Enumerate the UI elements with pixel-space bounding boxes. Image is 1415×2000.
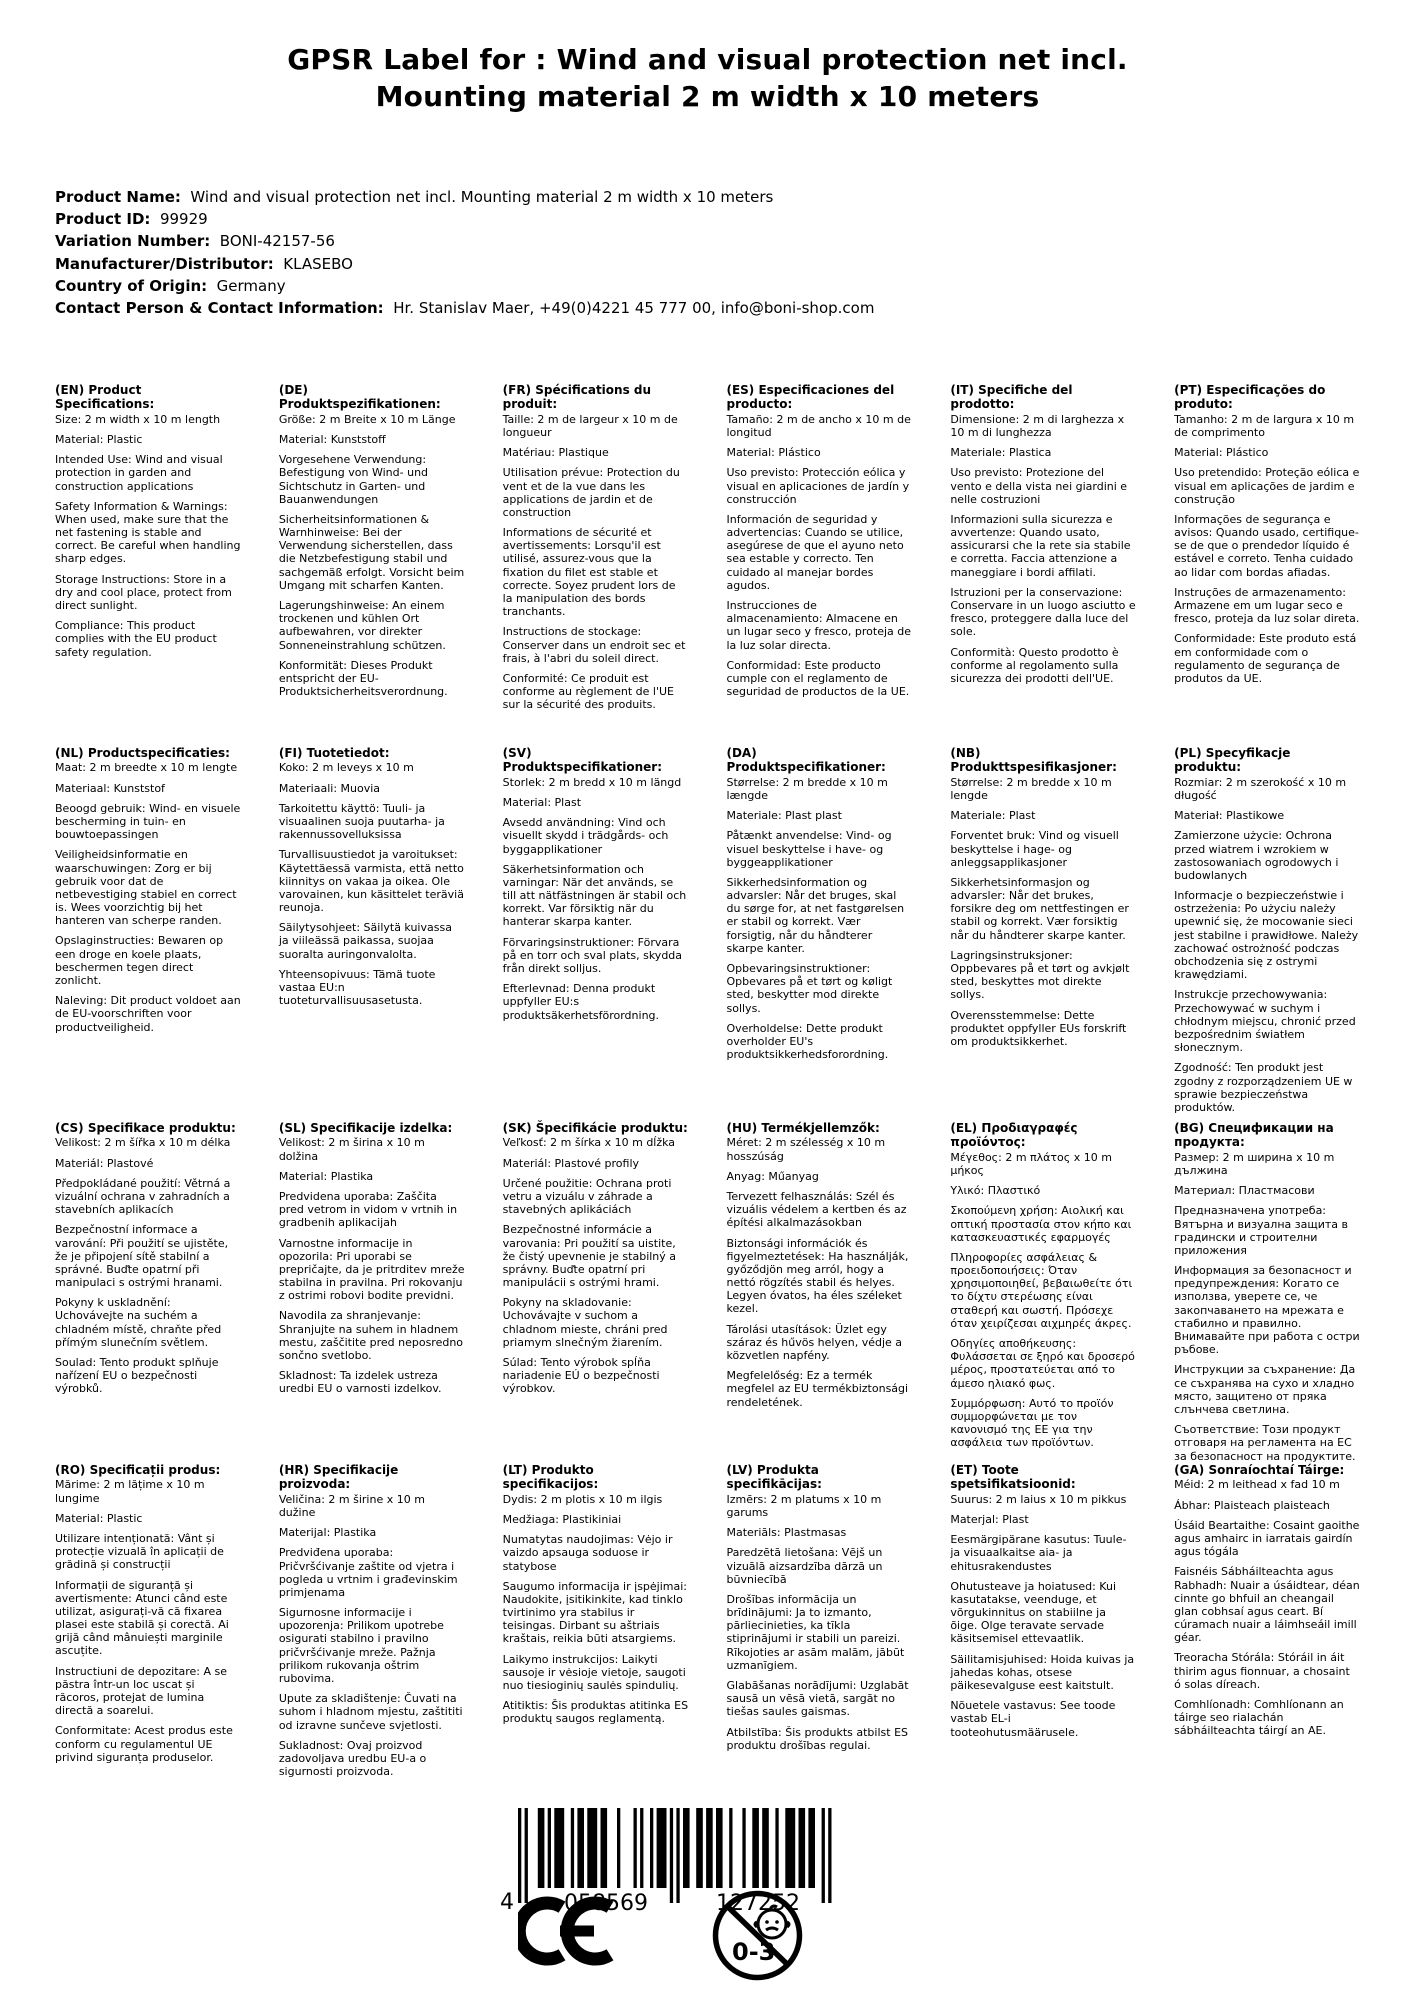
block-paragraph: Ohutusteave ja hoiatused: Kui kasutatakse, veenduge, et võrgukinnitus on stabiilne ja õige. Olge teravate servade käsitsemisel ettevaatlik. [950,1579,1116,1646]
language-block [503,1463,689,1785]
block-paragraph: Información de seguridad y advertencias: Cuando se utilice, asegúrese de que el ayuno neto sea estable y correcto. Ten cuidado al manejar bordes agudos. [726,512,904,592]
language-block [950,383,1136,746]
block-paragraph: Conformidad: Este producto cumple con el reglamento de seguridad de productos de la UE. [726,658,910,699]
block-paragraph: Overholdelse: Dette produkt overholder EU's produktsikkerhedsforordning. [726,1021,889,1062]
barcode-bar [683,1808,690,1888]
info-line [55,253,1055,275]
block-paragraph: Lagringsinstruksjoner: Oppbevares på et tørt og avkjølt sted, beskyttes mot direkte sollys. [950,948,1130,1002]
block-paragraph: Méid: 2 m leithead x fad 10 m [1174,1478,1340,1492]
product-info [55,186,1055,319]
info-label: Contact Person & Contact Information: [55,298,384,317]
block-paragraph: Koko: 2 m leveys x 10 m [278,761,414,775]
block-paragraph: Storlek: 2 m bredd x 10 m längd [502,775,682,789]
block-paragraph: Maat: 2 m breedte x 10 m lengte [55,761,238,775]
compliance-symbols [518,1888,858,1983]
block-paragraph: Sikkerhetsinformasjon og advarsler: Når det brukes, forsikre deg om nettfestingen er stabil og korrekt. Vær forsiktig når du håndterer skarpe kanter. [950,875,1129,942]
language-block [1174,383,1360,746]
block-paragraph: Veličina: 2 m širine x 10 m dužine [278,1492,425,1519]
barcode-bar [571,1808,574,1888]
block-paragraph: Предназначена употреба: Вятърна и визуална защита в градински и строителни приложения [1174,1204,1348,1257]
barcode-bar [548,1808,551,1888]
block-paragraph: Bezpečnostní informace a varování: Při použití se ujistěte, že je připojení sítě stabilní a správné. Buďte opatrní při manipulaci s ostrými hranami. [55,1223,229,1290]
block-paragraph: Størrelse: 2 m bredde x 10 m længde [726,775,888,802]
block-paragraph: Instruções de armazenamento: Armazene em um lugar seco e fresco, proteja da luz solar direta. [1174,585,1360,626]
block-paragraph: Säilitamisjuhised: Hoida kuivas ja jahedas kohas, otsese päikesevalguse eest kaitstult. [950,1652,1135,1693]
block-paragraph: Vorgesehene Verwendung: Befestigung von Wind- und Sichtschutz in Garten- und Bauanwendungen [278,453,429,506]
block-paragraph: Eesmärgipärane kasutus: Tuule- ja visuaalkaitse aia- ja ehitusrakendustes [950,1533,1127,1573]
block-heading: (FR) Spécifications du produit: [502,383,652,412]
block-paragraph: Tamanho: 2 m de largura x 10 m de comprimento [1174,412,1355,439]
language-block [279,1121,465,1463]
language-grid [55,383,1360,1785]
language-block [726,1121,912,1463]
info-line [55,186,1055,208]
barcode-bar [785,1808,795,1888]
block-heading: (HR) Specifikacije proizvoda: [278,1463,399,1492]
barcode-bar [617,1808,620,1888]
info-label: Country of Origin: [55,276,208,295]
block-paragraph: Izmērs: 2 m platums x 10 m garums [726,1492,882,1519]
block-paragraph: Varnostne informacije in opozorila: Pri uporabi se prepričajte, da je pritrditev mreže stabilna in pravilna. Pri rokovanju z ostrimi robovi bodite previdni. [278,1236,465,1303]
block-heading: (DA) Produktspecifikationer: [726,746,886,775]
block-paragraph: Conformità: Questo prodotto è conforme al regolamento sulla sicurezza dei prodotti dell'UE. [950,645,1119,685]
block-paragraph: Treoracha Stórála: Stóráil in áit thirim agus fionnuar, a chosaint ó solas díreach. [1174,1651,1350,1691]
block-paragraph: Veiligheidsinformatie en waarschuwingen: Zorg er bij gebruik voor dat de netbevestiging stabiel en correct is. Wees voorzichtig bij het hanteren van scherpe randen. [55,848,237,928]
block-paragraph: Taille: 2 m de largeur x 10 m de longueur [502,412,678,439]
language-block [55,746,241,1121]
language-block [726,1463,912,1785]
block-paragraph: Инструкции за съхранение: Да се съхранява на сухо и хладно място, защитено от пряка слънчева светлина. [1174,1363,1356,1416]
block-paragraph: Sigurnosne informacije i upozorenja: Prilikom upotrebe osigurati stabilno i pravilno pričvršćivanje mreže. Pažnja prilikom rukovanja oštrim rubovima. [278,1606,444,1686]
block-paragraph: Material: Plástico [1174,446,1269,460]
block-paragraph: Μέγεθος: 2 m πλάτος x 10 m μήκος [950,1150,1112,1177]
block-paragraph: Určené použitie: Ochrana proti vetru a vizuálu v záhrade a stavebných aplikáciách [502,1176,672,1217]
barcode-lead-digit: 4 [500,1890,514,1915]
language-block [1174,1463,1360,1785]
block-paragraph: Glabāšanas norādījumi: Uzglabāt sausā un vēsā vietā, sargāt no tiešas saules gaismas. [726,1679,909,1719]
block-heading: (NB) Produkttspesifikasjoner: [950,746,1117,775]
block-paragraph: Turvallisuustiedot ja varoitukset: Käytettäessä varmista, että netto kiinnitys on vakaa ja oikea. Ole varovainen, kun käsittelet teräviä reunoja. [278,848,464,915]
language-block [950,746,1136,1121]
block-heading: (HU) Termékjellemzők: [726,1121,880,1135]
barcode-bar [640,1808,643,1888]
block-heading: (DE) Produktspezifikationen: [278,383,441,412]
block-paragraph: Informații de siguranță și avertismente: Atunci când este utilizat, asigurați-vă că fixarea plasei este stabilă și corectă. Ai grijă când mânuiești marginile ascuțite. [55,1578,229,1658]
block-heading: (SL) Specifikacije izdelka: [278,1121,453,1135]
block-paragraph: Materiał: Plastikowe [1174,809,1285,823]
block-paragraph: Uso previsto: Protezione del vento e della vista nei giardini e nelle costruzioni [950,466,1128,506]
language-block [503,383,689,746]
block-heading: (SK) Špecifikácie produktu: [502,1121,688,1135]
block-paragraph: Uso pretendido: Proteção eólica e visual em aplicações de jardim e construção [1174,466,1360,506]
language-block [55,383,241,746]
age-warning-icon [710,1888,805,1983]
block-heading: (LT) Produkto specifikacijos: [502,1463,599,1492]
block-paragraph: Tarkoitettu käyttö: Tuuli- ja visuaalinen suoja puutarha- ja rakennussovelluksissa [278,801,445,842]
block-paragraph: Zamierzone użycie: Ochrona przed wiatrem i wzrokiem w zastosowaniach ogrodowych i budowlanych [1174,829,1339,882]
block-paragraph: Οδηγίες αποθήκευσης: Φυλάσσεται σε ξηρό και δροσερό μέρος, προστατεύεται από το άμεσο ηλιακό φως. [950,1337,1135,1390]
block-paragraph: Materiaal: Kunststof [55,781,165,795]
block-paragraph: Laikymo instrukcijos: Laikyti sausoje ir vėsioje vietoje, saugoti nuo tiesioginių saulės spindulių. [502,1652,686,1693]
block-paragraph: Materiale: Plastica [950,446,1052,460]
barcode-bar [554,1808,564,1888]
language-block [726,746,912,1121]
info-label: Product ID: [55,210,151,229]
block-paragraph: Materjal: Plast [950,1512,1029,1526]
barcode-bar [742,1808,745,1888]
block-paragraph: Material: Plástico [726,446,821,460]
block-paragraph: Dydis: 2 m plotis x 10 m ilgis [502,1492,663,1506]
block-paragraph: Yhteensopivuus: Tämä tuote vastaa EU:n tuoteturvallisuusasetusta. [278,967,436,1008]
block-heading: (ES) Especificaciones del producto: [726,383,895,412]
barcode-bar [716,1808,723,1888]
block-heading: (FI) Tuotetiedot: [278,746,390,760]
block-paragraph: Instructiuni de depozitare: A se păstra într-un loc uscat și răcoros, protejat de lumina directă a soarelui. [55,1664,228,1718]
block-paragraph: Opslaginstructies: Bewaren op een droge en koele plaats, beschermen tegen direct zonlicht. [55,934,224,988]
block-paragraph: Materiāls: Plastmasas [726,1526,847,1540]
info-value: KLASEBO [273,254,353,273]
language-block [279,383,465,746]
block-paragraph: Instrukcje przechowywania: Przechowywać w suchym i chłodnym miejscu, chronić przed bezpośrednim światłem słonecznym. [1174,988,1356,1055]
block-paragraph: Súlad: Tento výrobok spĺňa nariadenie EÚ o bezpečnosti výrobkov. [502,1356,660,1396]
block-paragraph: Soulad: Tento produkt splňuje nařízení EU o bezpečnosti výrobků. [55,1356,219,1396]
block-paragraph: Pokyny k uskladnění: Uchovávejte na suchém a chladném místě, chraňte před přímým slunečním světlem. [55,1296,222,1349]
block-paragraph: Material: Kunststoff [278,432,386,446]
block-paragraph: Faisnéis Sábháilteachta agus Rabhadh: Nuair a úsáidtear, déan cinnte go bhfuil an cheangail glan cobhsaí agus ceart. Bí cúramach nuair a láimhseáil imill géar. [1174,1565,1360,1645]
info-line [55,230,1055,252]
block-heading: (PL) Specyfikacje produktu: [1174,746,1291,775]
block-paragraph: Comhlíonadh: Comhlíonann an táirge seo rialachán sábháilteachta táirgí an AE. [1174,1698,1344,1738]
block-paragraph: Istruzioni per la conservazione: Conservare in un luogo asciutto e fresco, proteggere dalla luce del sole. [950,585,1136,639]
info-label: Product Name: [55,188,181,206]
block-heading: (PT) Especificações do produto: [1174,383,1326,412]
block-paragraph: Σκοπούμενη χρήση: Αιολική και οπτική προστασία στον κήπο και κατασκευαστικές εφαρμογές [950,1204,1132,1244]
block-paragraph: Säkerhetsinformation och varningar: När det används, se till att nätfästningen är stabil och korrekt. Var försiktig när du hanterar skarpa kanter. [502,862,687,929]
block-paragraph: Navodila za shranjevanje: Shranjujte na suhem in hladnem mestu, zaščitite pred neposredno sončno svetlobo. [278,1309,464,1363]
block-heading: (NL) Productspecificaties: [55,746,230,760]
block-paragraph: Ábhar: Plaisteach plaisteach [1174,1498,1330,1512]
block-paragraph: Υλικό: Πλαστικό [950,1184,1041,1198]
block-heading: (SV) Produktspecifikationer: [502,746,663,775]
language-block [950,1463,1136,1785]
barcode-bar [634,1808,637,1888]
block-paragraph: Instrucciones de almacenamiento: Almacene en un lugar seco y fresco, proteja de la luz solar directa. [726,599,912,652]
block-paragraph: Velikost: 2 m šířka x 10 m délka [55,1136,231,1150]
language-block [279,746,465,1121]
block-paragraph: Материал: Пластмасови [1174,1184,1315,1198]
block-paragraph: Utilisation prévue: Protection du vent et de la vue dans les applications de jardin et de construction [502,466,680,519]
barcode-bar [538,1808,545,1888]
block-paragraph: Dimensione: 2 m di larghezza x 10 m di lunghezza [950,412,1125,439]
barcode-bar [650,1808,653,1888]
block-paragraph: Materiál: Plastové [55,1156,154,1170]
block-paragraph: Sikkerhedsinformation og advarsler: Når det bruges, skal du sørge for, at net fastgørelsen er stabil og korrekt. Vær forsigtig, når du håndterer skarpe kanter. [726,875,905,955]
block-paragraph: Beoogd gebruik: Wind- en visuele bescherming in tuin- en bouwtoepassingen [55,801,241,842]
block-paragraph: Förvaringsinstruktioner: Förvara på en torr och sval plats, skydda från direkt solljus. [502,935,683,976]
block-paragraph: Påtænkt anvendelse: Vind- og visuel beskyttelse i have- og byggeapplikationer [726,829,892,869]
block-paragraph: Konformität: Dieses Produkt entspricht der EU-Produktsicherheitsverordnung. [278,658,448,699]
barcode-right-digits: 127252 [716,1891,800,1916]
block-paragraph: Biztonsági információk és figyelmeztetések: Ha használják, győződjön meg arról, hogy a nettó rögzítés stabil és helyes. Legyen óvatos, ha éles széleket kezel. [726,1236,909,1316]
block-paragraph: Συμμόρφωση: Αυτό το προϊόν συμμορφώνεται με τον κανονισμό της ΕΕ για την ασφάλεια των προϊόντων. [950,1396,1114,1450]
block-paragraph: Safety Information & Warnings: When used, make sure that the net fastening is stable and correct. Be careful when handling sharp edges. [55,499,241,566]
block-paragraph: Veľkosť: 2 m šírka x 10 m dĺžka [502,1136,676,1150]
block-paragraph: Tamaño: 2 m de ancho x 10 m de longitud [726,412,911,439]
block-paragraph: Overensstemmelse: Dette produktet oppfyller EUs forskrift om produktsikkerhet. [950,1008,1127,1048]
info-label: Variation Number: [55,232,211,251]
block-paragraph: Material: Plastika [278,1169,374,1183]
block-paragraph: Méret: 2 m szélesség x 10 m hosszúság [726,1136,886,1163]
block-paragraph: Megfelelőség: Ez a termék megfelel az EU termékbiztonsági rendeletének. [726,1369,909,1409]
block-paragraph: Uso previsto: Protección eólica y visual en aplicaciones de jardín y construcción [726,466,910,506]
block-paragraph: Avsedd användning: Vind och visuellt skydd i trädgårds- och byggapplikationer [502,816,669,856]
barcode-bar [601,1808,608,1888]
barcode-bar [657,1808,667,1888]
block-paragraph: Drošības informācija un brīdinājumi: Ja to izmanto, pārliecinieties, ka tīkla stiprinājumi ir stabili un pareizi. Rīkojoties ar asām malām, jābūt uzmanīgiem. [726,1592,905,1672]
block-paragraph: Storage Instructions: Store in a dry and cool place, protect from direct sunlight. [55,572,232,613]
block-paragraph: Předpokládané použití: Větrná a vizuální ochrana v zahradních a stavebních aplikacích [55,1176,231,1217]
block-paragraph: Materiaali: Muovia [278,781,381,795]
barcode-bar [696,1808,703,1888]
block-heading: (EN) Product Specifications: [55,383,155,412]
block-heading: (RO) Specificații produs: [55,1463,221,1477]
block-heading: (EL) Προδιαγραφές προϊόντος: [950,1121,1078,1150]
block-heading: (LV) Produkta specifikācijas: [726,1463,822,1492]
block-paragraph: Tervezett felhasználás: Szél és vizuális védelem a kertben és az építési alkalmazásokban [726,1189,907,1230]
block-paragraph: Størrelse: 2 m bredde x 10 m lengde [950,775,1112,802]
language-block [55,1463,241,1785]
block-paragraph: Bezpečnostné informácie a varovania: Pri použití sa uistite, že čistý upevnenie je stabilný a správny. Buďte opatrní pri manipulácii s ostrými hrami. [502,1223,677,1290]
block-heading: (IT) Specifiche del prodotto: [950,383,1073,412]
block-paragraph: Съответствие: Този продукт отговаря на регламента на ЕС за безопасност на продуктите. [1174,1423,1356,1463]
block-paragraph: Medžiaga: Plastikiniai [502,1512,622,1526]
barcode-bar [752,1808,759,1888]
block-paragraph: Velikost: 2 m širina x 10 m dolžina [278,1136,425,1163]
page-title: GPSR Label for : Wind and visual protection net incl. Mounting material 2 m width x 10 meters [287,43,1128,113]
block-paragraph: Naleving: Dit product voldoet aan de EU-voorschriften voor productveiligheid. [55,994,241,1034]
block-paragraph: Material: Plastic [55,432,143,446]
block-paragraph: Opbevaringsinstruktioner: Opbevares på et tørt og køligt sted, beskytter mod direkte sollys. [726,962,893,1015]
block-paragraph: Größe: 2 m Breite x 10 m Länge [278,412,456,426]
info-line [55,297,1055,319]
language-block [1174,1121,1360,1463]
info-line [55,275,1055,297]
block-paragraph: Atitiktis: Šis produktas atitinka ES produktų saugos reglamentą. [502,1699,689,1726]
barcode-bar [762,1808,769,1888]
info-line [55,208,1055,230]
block-paragraph: Úsáid Beartaithe: Cosaint gaoithe agus amhairc in iarratais gairdín agus tógála [1174,1518,1360,1559]
block-paragraph: Mărime: 2 m lățime x 10 m lungime [55,1478,205,1505]
block-paragraph: Informacje o bezpieczeństwie i ostrzeżenia: Po użyciu należy upewnić się, że mocowanie sieci jest stabilne i prawidłowe. Należy zachować ostrożność podczas obchodzenia się z ostrymi krawędziami. [1174,889,1359,982]
block-heading: (ET) Toote spetsifikatsioonid: [950,1463,1076,1492]
block-paragraph: Atbilstība: Šis produkts atbilst ES produktu drošības regulai. [726,1725,908,1752]
block-paragraph: Informações de segurança e avisos: Quando usado, certifique-se de que o prendedor líquido é estável e correto. Tenha cuidado ao lidar com bordas afiadas. [1174,512,1359,579]
barcode-left-digits: 058569 [564,1891,648,1916]
language-block [279,1463,465,1785]
language-block [55,1121,241,1463]
block-paragraph: Materiale: Plast [950,809,1036,823]
block-paragraph: Material: Plastic [55,1511,143,1525]
block-paragraph: Zgodność: Ten produkt jest zgodny z rozporządzeniem UE w sprawie bezpieczeństwa produktów. [1174,1061,1353,1114]
block-paragraph: Forventet bruk: Vind og visuell beskyttelse i hage- og anleggsapplikasjoner [950,829,1119,869]
block-paragraph: Sukladnost: Ovaj proizvod zadovoljava uredbu EU-a o sigurnosti proizvoda. [278,1738,427,1779]
barcode-bar [729,1808,732,1888]
block-paragraph: Materijal: Plastika [278,1526,377,1540]
block-paragraph: Informazioni sulla sicurezza e avvertenze: Quando usato, assicurarsi che la rete sia stabile e corretta. Faccia attenzione a maneggiare i bordi affilati. [950,512,1131,579]
block-heading: (GA) Sonraíochtaí Táirge: [1174,1463,1345,1477]
block-paragraph: Efterlevnad: Denna produkt uppfyller EU:s produktsäkerhetsförordning. [502,982,660,1022]
info-value: Hr. Stanislav Maer, +49(0)4221 45 777 00, info@boni-shop.com [383,298,875,317]
block-paragraph: Utilizare intenționată: Vânt și protecție vizuală în aplicații de grădină și construcții [55,1531,224,1572]
block-paragraph: Anyag: Műanyag [726,1169,819,1183]
block-paragraph: Upute za skladištenje: Čuvati na suhom i hladnom mjestu, zaštititi od izravne sunčeve svjetlosti. [278,1692,463,1732]
barcode-bar [706,1808,713,1888]
block-paragraph: Predvidena uporaba: Zaščita pred vetrom in vidom v vrtnih in gradbenih aplikacijah [278,1189,458,1230]
block-paragraph: Размер: 2 m ширина x 10 m дължина [1174,1150,1335,1177]
block-paragraph: Conformidade: Este produto está em conformidade com o regulamento de segurança de produtos da UE. [1174,632,1357,685]
block-paragraph: Информация за безопасност и предупреждения: Когато се използва, уверете се, че закопчаването на мрежата е стабилно и правилно. Внимавайте при работа с остри ръбове. [1174,1264,1360,1357]
block-paragraph: Suurus: 2 m laius x 10 m pikkus [950,1492,1127,1506]
block-paragraph: Informations de sécurité et avertissements: Lorsqu'il est utilisé, assurez-vous que la fixation du filet est stable et correcte. Soyez prudent lors de la manipulation des bords tranchants. [502,526,676,619]
block-paragraph: Saugumo informacija ir įspėjimai: Naudokite, įsitikinkite, kad tinklo tvirtinimo yra stabilus ir teisingas. Dirbant su aštriais kraštais, reikia būti atsargiems. [502,1579,688,1646]
block-paragraph: Predviđena uporaba: Pričvršćivanje zaštite od vjetra i pogleda u vrtnim i građevinskim primjenama [278,1546,458,1599]
block-paragraph: Pokyny na skladovanie: Uchovávajte v suchom a chladnom mieste, chráni pred priamym slnečným žiarením. [502,1296,668,1349]
ce-mark-icon [518,1896,618,1966]
language-block [1174,746,1360,1121]
barcode-bar [808,1808,815,1888]
info-value: 99929 [150,210,208,229]
block-paragraph: Skladnost: Ta izdelek ustreza uredbi EU o varnosti izdelkov. [278,1369,442,1396]
barcode-bar [799,1808,806,1888]
block-paragraph: Materiál: Plastové profily [502,1156,640,1170]
block-paragraph: Compliance: This product complies with the EU product safety regulation. [55,619,217,659]
block-paragraph: Instructions de stockage: Conserver dans un endroit sec et frais, à l'abri du soleil direct. [502,625,686,665]
block-paragraph: Nõuetele vastavus: See toode vastab EL-i tooteohutusmäärusele. [950,1699,1116,1739]
block-paragraph: Paredzētā lietošana: Vējš un vizuālā aizsardzība dārzā un būvniecībā [726,1546,883,1586]
barcode-bar [577,1808,584,1888]
block-heading: (CS) Specifikace produktu: [55,1121,236,1135]
block-paragraph: Πληροφορίες ασφάλειας & προειδοποιήσεις: Όταν χρησιμοποιηθεί, βεβαιωθείτε ότι το δίχτυ στερέωσης είναι σταθερή και σωστή. Πρόσεχε όταν χειρίζεσαι αιχμηρές άκρες. [950,1250,1133,1330]
info-value: BONI-42157-56 [210,232,335,251]
block-paragraph: Sicherheitsinformationen & Warnhinweise: Bei der Verwendung sicherstellen, dass die Netzbefestigung stabil und sachgemäß erfolgt. Vorsicht beim Umgang mit scharfen Kanten. [278,512,465,592]
barcode-bar [587,1808,597,1888]
language-block [503,746,689,1121]
block-paragraph: Size: 2 m width x 10 m length [55,412,221,426]
block-paragraph: Numatytas naudojimas: Vėjo ir vaizdo apsauga soduose ir statybose [502,1533,673,1573]
block-paragraph: Conformité: Ce produit est conforme au règlement de l'UE sur la sécurité des produits. [502,671,674,712]
age-warning-label: 0-3 [732,1938,776,1966]
block-paragraph: Conformitate: Acest produs este conform cu regulamentul UE privind siguranța produselor. [55,1724,233,1764]
block-paragraph: Tárolási utasítások: Üzlet egy száraz és hűvös helyen, védje a közvetlen napfény. [726,1322,903,1363]
language-block [950,1121,1136,1463]
block-paragraph: Intended Use: Wind and visual protection in garden and construction applications [55,453,223,493]
block-paragraph: Säilytysohjeet: Säilytä kuivassa ja viileässä paikassa, suojaa suoralta auringonvalolta. [278,921,452,961]
language-block [503,1121,689,1463]
barcode-bar [775,1808,778,1888]
language-block [726,383,912,746]
info-value: Germany [207,276,286,295]
info-value: Wind and visual protection net incl. Mounting material 2 m width x 10 meters [180,188,774,206]
block-paragraph: Rozmiar: 2 m szerokość x 10 m długość [1174,775,1347,802]
block-paragraph: Materiale: Plast plast [726,809,842,823]
block-paragraph: Lagerungshinweise: An einem trockenen und kühlen Ort aufbewahren, vor direkter Sonneneinstrahlung schützen. [278,599,446,652]
block-paragraph: Material: Plast [502,795,582,809]
block-paragraph: Matériau: Plastique [502,446,609,460]
block-heading: (BG) Спецификации на продукта: [1174,1121,1334,1150]
info-label: Manufacturer/Distributor: [55,254,274,273]
